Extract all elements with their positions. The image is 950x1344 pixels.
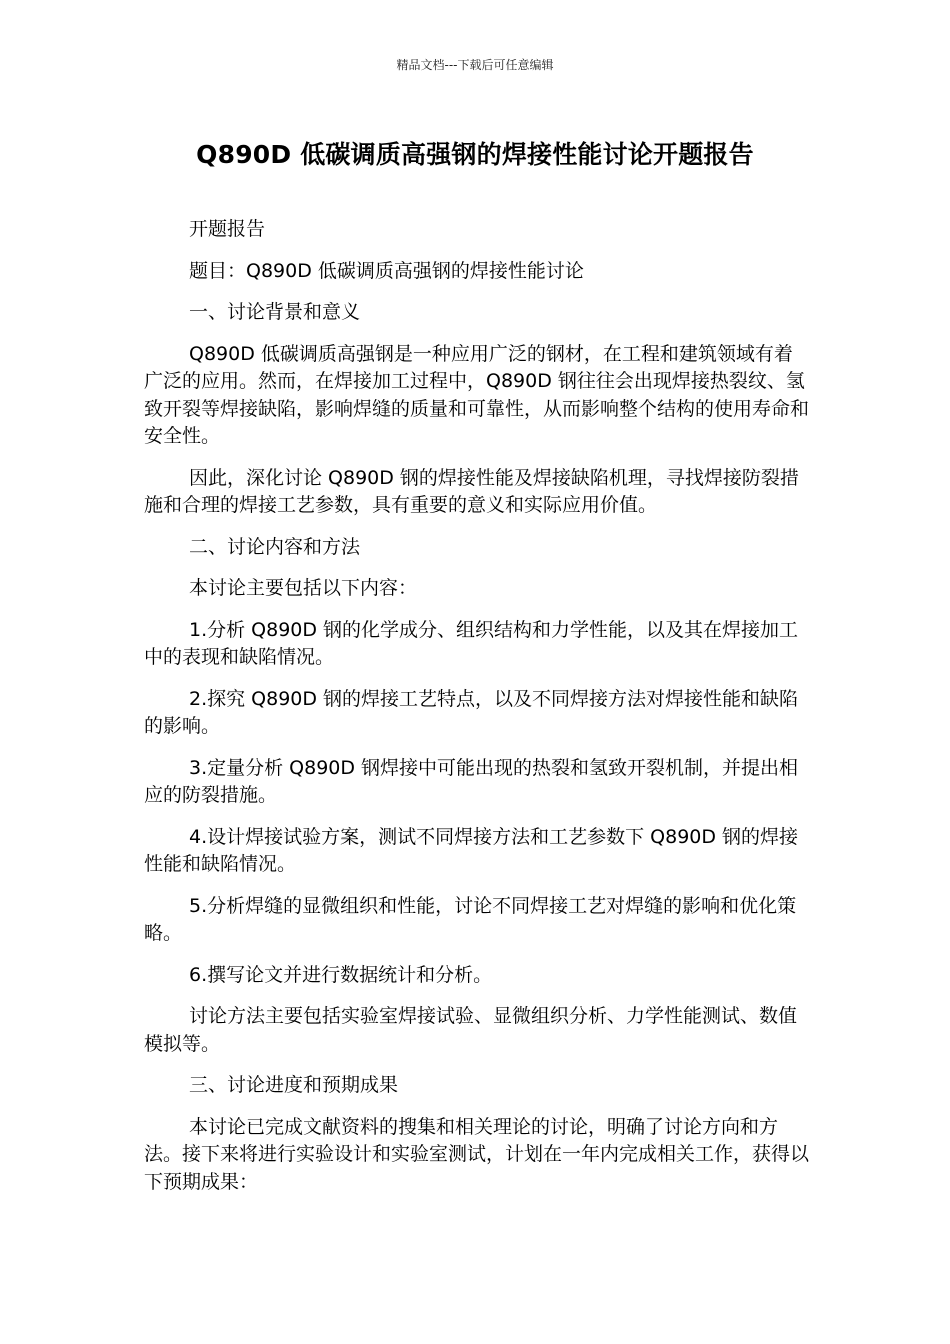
document-title: Q890D 低碳调质高强钢的焊接性能讨论开题报告 <box>196 140 754 169</box>
list-item-5: 5.分析焊缝的显微组织和性能，讨论不同焊接工艺对焊缝的影响和优化策略。 <box>144 894 797 944</box>
section-heading-progress: 三、讨论进度和预期成果 <box>189 1074 399 1096</box>
header-note: 精品文档---下载后可任意编辑 <box>396 58 554 72</box>
topic-line: 题目：Q890D 低碳调质高强钢的焊接性能讨论 <box>189 259 584 282</box>
section-heading-background: 一、讨论背景和意义 <box>189 301 361 323</box>
list-item-4: 4.设计焊接试验方案，测试不同焊接方法和工艺参数下 Q890D 钢的焊接性能和缺陷情况。 <box>144 825 799 875</box>
paragraph-methods: 讨论方法主要包括实验室焊接试验、显微组织分析、力学性能测试、数值模拟等。 <box>144 1005 798 1055</box>
label-opening-report: 开题报告 <box>189 218 266 240</box>
section-heading-content-methods: 二、讨论内容和方法 <box>189 535 361 558</box>
list-item-1: 1.分析 Q890D 钢的化学成分、组织结构和力学性能，以及其在焊接加工中的表现和缺陷情况。 <box>144 618 799 668</box>
paragraph-content-intro: 本讨论主要包括以下内容： <box>189 577 418 599</box>
list-item-3: 3.定量分析 Q890D 钢焊接中可能出现的热裂和氢致开裂机制，并提出相应的防裂措施。 <box>144 756 799 806</box>
paragraph-background: Q890D 低碳调质高强钢是一种应用广泛的钢材，在工程和建筑领域有着广泛的应用。然而，在焊接加工过程中，Q890D 钢往往会出现焊接热裂纹、氢致开裂等焊接缺陷，影响焊缝的质量和可靠性，从而影响整个结构的使用寿命和安全性。 <box>144 342 810 447</box>
document-body <box>144 216 810 1210</box>
paragraph-significance: 因此，深化讨论 Q890D 钢的焊接性能及焊接缺陷机理，寻找焊接防裂措施和合理的焊接工艺参数，具有重要的意义和实际应用价值。 <box>144 466 799 516</box>
list-item-6: 6.撰写论文并进行数据统计和分析。 <box>189 963 493 986</box>
list-item-2: 2.探究 Q890D 钢的焊接工艺特点，以及不同焊接方法对焊接性能和缺陷的影响。 <box>144 687 799 737</box>
paragraph-progress: 本讨论已完成文献资料的搜集和相关理论的讨论，明确了讨论方向和方法。接下来将进行实验设计和实验室测试，计划在一年内完成相关工作，获得以下预期成果： <box>144 1115 810 1193</box>
